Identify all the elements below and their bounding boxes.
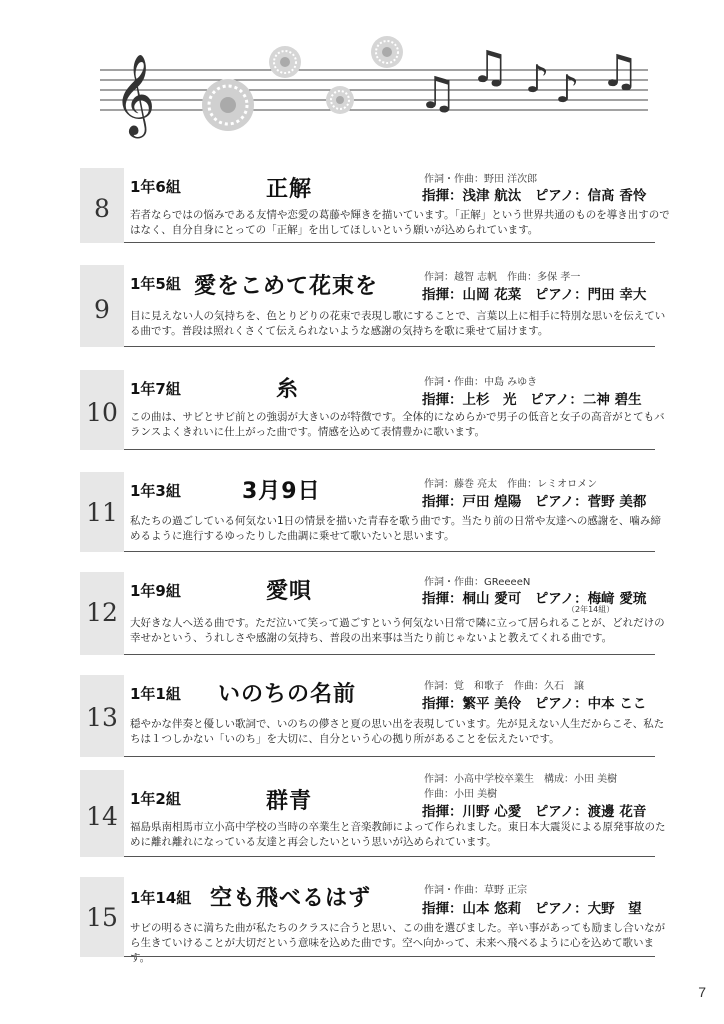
song-title: 正解 [266, 177, 313, 202]
treble-clef-icon: 𝄞 [114, 53, 156, 135]
song-credits: 作詞・作曲：中島 みゆき [424, 377, 538, 388]
flower-icon [371, 36, 403, 68]
class-name: 1年7組 [130, 380, 181, 398]
entry-number: 12 [86, 598, 118, 627]
header-illustration [0, 0, 724, 160]
song-credits: 作詞：覚 和歌子 作曲：久石 譲 [424, 681, 584, 692]
program-entry [80, 770, 666, 857]
class-name: 1年6組 [130, 178, 181, 196]
program-entry [80, 877, 666, 964]
song-title: 3月9日 [242, 479, 321, 504]
svg-text:♫: ♫ [418, 68, 458, 119]
entry-number: 10 [86, 398, 118, 427]
flower-icon [202, 79, 254, 131]
entry-number: 9 [94, 295, 110, 324]
divider [124, 551, 655, 552]
entry-number: 13 [86, 703, 118, 732]
song-credits: 作詞・作曲：野田 洋次郎 [424, 174, 538, 185]
class-name: 1年5組 [130, 275, 181, 293]
entry-number: 14 [86, 802, 118, 831]
performers: 指揮：桐山 愛可 ピアノ：梅﨑 愛琉 [422, 591, 647, 607]
song-description: 若者ならではの悩みである友情や恋愛の葛藤や輝きを描いています。「正解」という世界共通のものを導き出すのではなく、自分自身にとっての「正解」を出してほしいという願いが込められています。 [130, 209, 670, 236]
program-entry [80, 572, 665, 655]
performers: 指揮：山岡 花菜 ピアノ：門田 幸大 [422, 287, 647, 303]
song-description: この曲は、サビとサビ前との強弱が大きいのが特徴です。全体的になめらかで男子の低音と女子の高音がとてもバランスよくきれいに仕上がった曲です。情感を込めて表情豊かに歌います。 [130, 411, 665, 438]
song-description: 穏やかな伴奏と優しい歌詞で、いのちの儚さと夏の思い出を表現しています。先が見えない人生だからこそ、私たちは１つしかない「いのち」を大切に、自分という心の拠り所があることを伝えたいです。 [130, 718, 665, 745]
song-title: 空も飛べるはず [210, 886, 372, 911]
class-name: 1年3組 [130, 482, 181, 500]
song-title: 群青 [266, 789, 313, 814]
song-description: 福島県南相馬市立小高中学校の当時の卒業生と音楽教師によって作られました。東日本大震災による原発事故のために離れ離れになっている友達と再会したいという思いが込められています。 [130, 821, 666, 848]
svg-text:♪: ♪ [555, 67, 580, 111]
song-credits: 作詞：藤巻 亮太 作曲：レミオロメン [424, 479, 598, 490]
song-title: 愛唄 [266, 579, 313, 604]
song-description: 目に見えない人の気持ちを、色とりどりの花束で表現し歌にすることで、言葉以上に相手に特別な思いを伝えている曲です。普段は照れくさくて伝えられないような感謝の気持ちを歌に乗せて届けます。 [130, 310, 666, 337]
divider [124, 654, 655, 655]
divider [124, 449, 655, 450]
performers: 指揮：山本 悠莉 ピアノ：大野 望 [422, 901, 642, 917]
divider [124, 242, 655, 243]
performers: 指揮：浅津 航汰 ピアノ：信髙 香怜 [422, 188, 647, 204]
divider [124, 756, 655, 757]
song-credits: 作詞・作曲：GReeeeN [424, 577, 531, 588]
flower-icon [269, 46, 301, 78]
class-name: 1年1組 [130, 685, 181, 703]
svg-text:♪: ♪ [525, 57, 550, 101]
program-entry [80, 168, 670, 243]
song-title: 糸 [276, 377, 300, 402]
program-entry [80, 472, 661, 552]
svg-text:♫: ♫ [470, 42, 510, 93]
music-notes-icon [418, 42, 639, 119]
performers: 指揮：上杉 光 ピアノ：二神 碧生 [422, 392, 642, 408]
song-title: いのちの名前 [218, 682, 357, 707]
entry-number: 15 [86, 903, 118, 932]
performers: 指揮：川野 心愛 ピアノ：渡邊 花音 [422, 804, 647, 820]
song-credits-composer: 作曲：小田 美樹 [424, 789, 498, 800]
class-name: 1年14組 [130, 889, 192, 907]
song-description: 大好きな人へ送る曲です。ただ泣いて笑って過ごすという何気ない日常で隣に立って居られることが、どれだけの幸せかという、うれしさや感謝の気持ち、普段の出来事は当たり前じゃないよと教えてくれる曲です。 [130, 617, 665, 644]
page-number: 7 [698, 984, 706, 1000]
flower-icon [326, 86, 354, 114]
song-description: 私たちの過ごしている何気ない1日の情景を描いた青春を歌う曲です。当たり前の日常や友達への感謝を、噛み締めるように進行するゆったりした曲調に乗せて歌いたいと思います。 [130, 515, 661, 542]
pianist-note: （2年14組） [567, 605, 615, 614]
program-entry [80, 265, 666, 347]
performers: 指揮：戸田 煌陽 ピアノ：菅野 美都 [422, 494, 647, 510]
entry-number: 11 [86, 498, 118, 527]
divider [124, 956, 655, 957]
song-credits: 作詞・作曲：草野 正宗 [424, 885, 528, 896]
performers: 指揮：繁平 美伶 ピアノ：中本 ここ [422, 696, 647, 712]
program-entry [80, 675, 665, 757]
class-name: 1年2組 [130, 790, 181, 808]
class-name: 1年9組 [130, 582, 181, 600]
song-credits: 作詞：越智 志帆 作曲：多保 孝一 [424, 272, 581, 283]
song-description: サビの明るさに満ちた曲が私たちのクラスに合うと思い、この曲を選びました。辛い事があっても励まし合いながら生きていけることが大切だという意味を込めた曲です。空へ向かって、未来へ飛べるように心を込めて歌います。 [130, 922, 666, 964]
svg-text:♫: ♫ [600, 46, 640, 97]
program-entry [80, 370, 665, 450]
song-credits: 作詞：小高中学校卒業生 構成：小田 美樹 [424, 774, 618, 785]
divider [124, 346, 655, 347]
song-title: 愛をこめて花束を [194, 274, 379, 299]
entry-number: 8 [94, 194, 110, 223]
divider [124, 856, 655, 857]
